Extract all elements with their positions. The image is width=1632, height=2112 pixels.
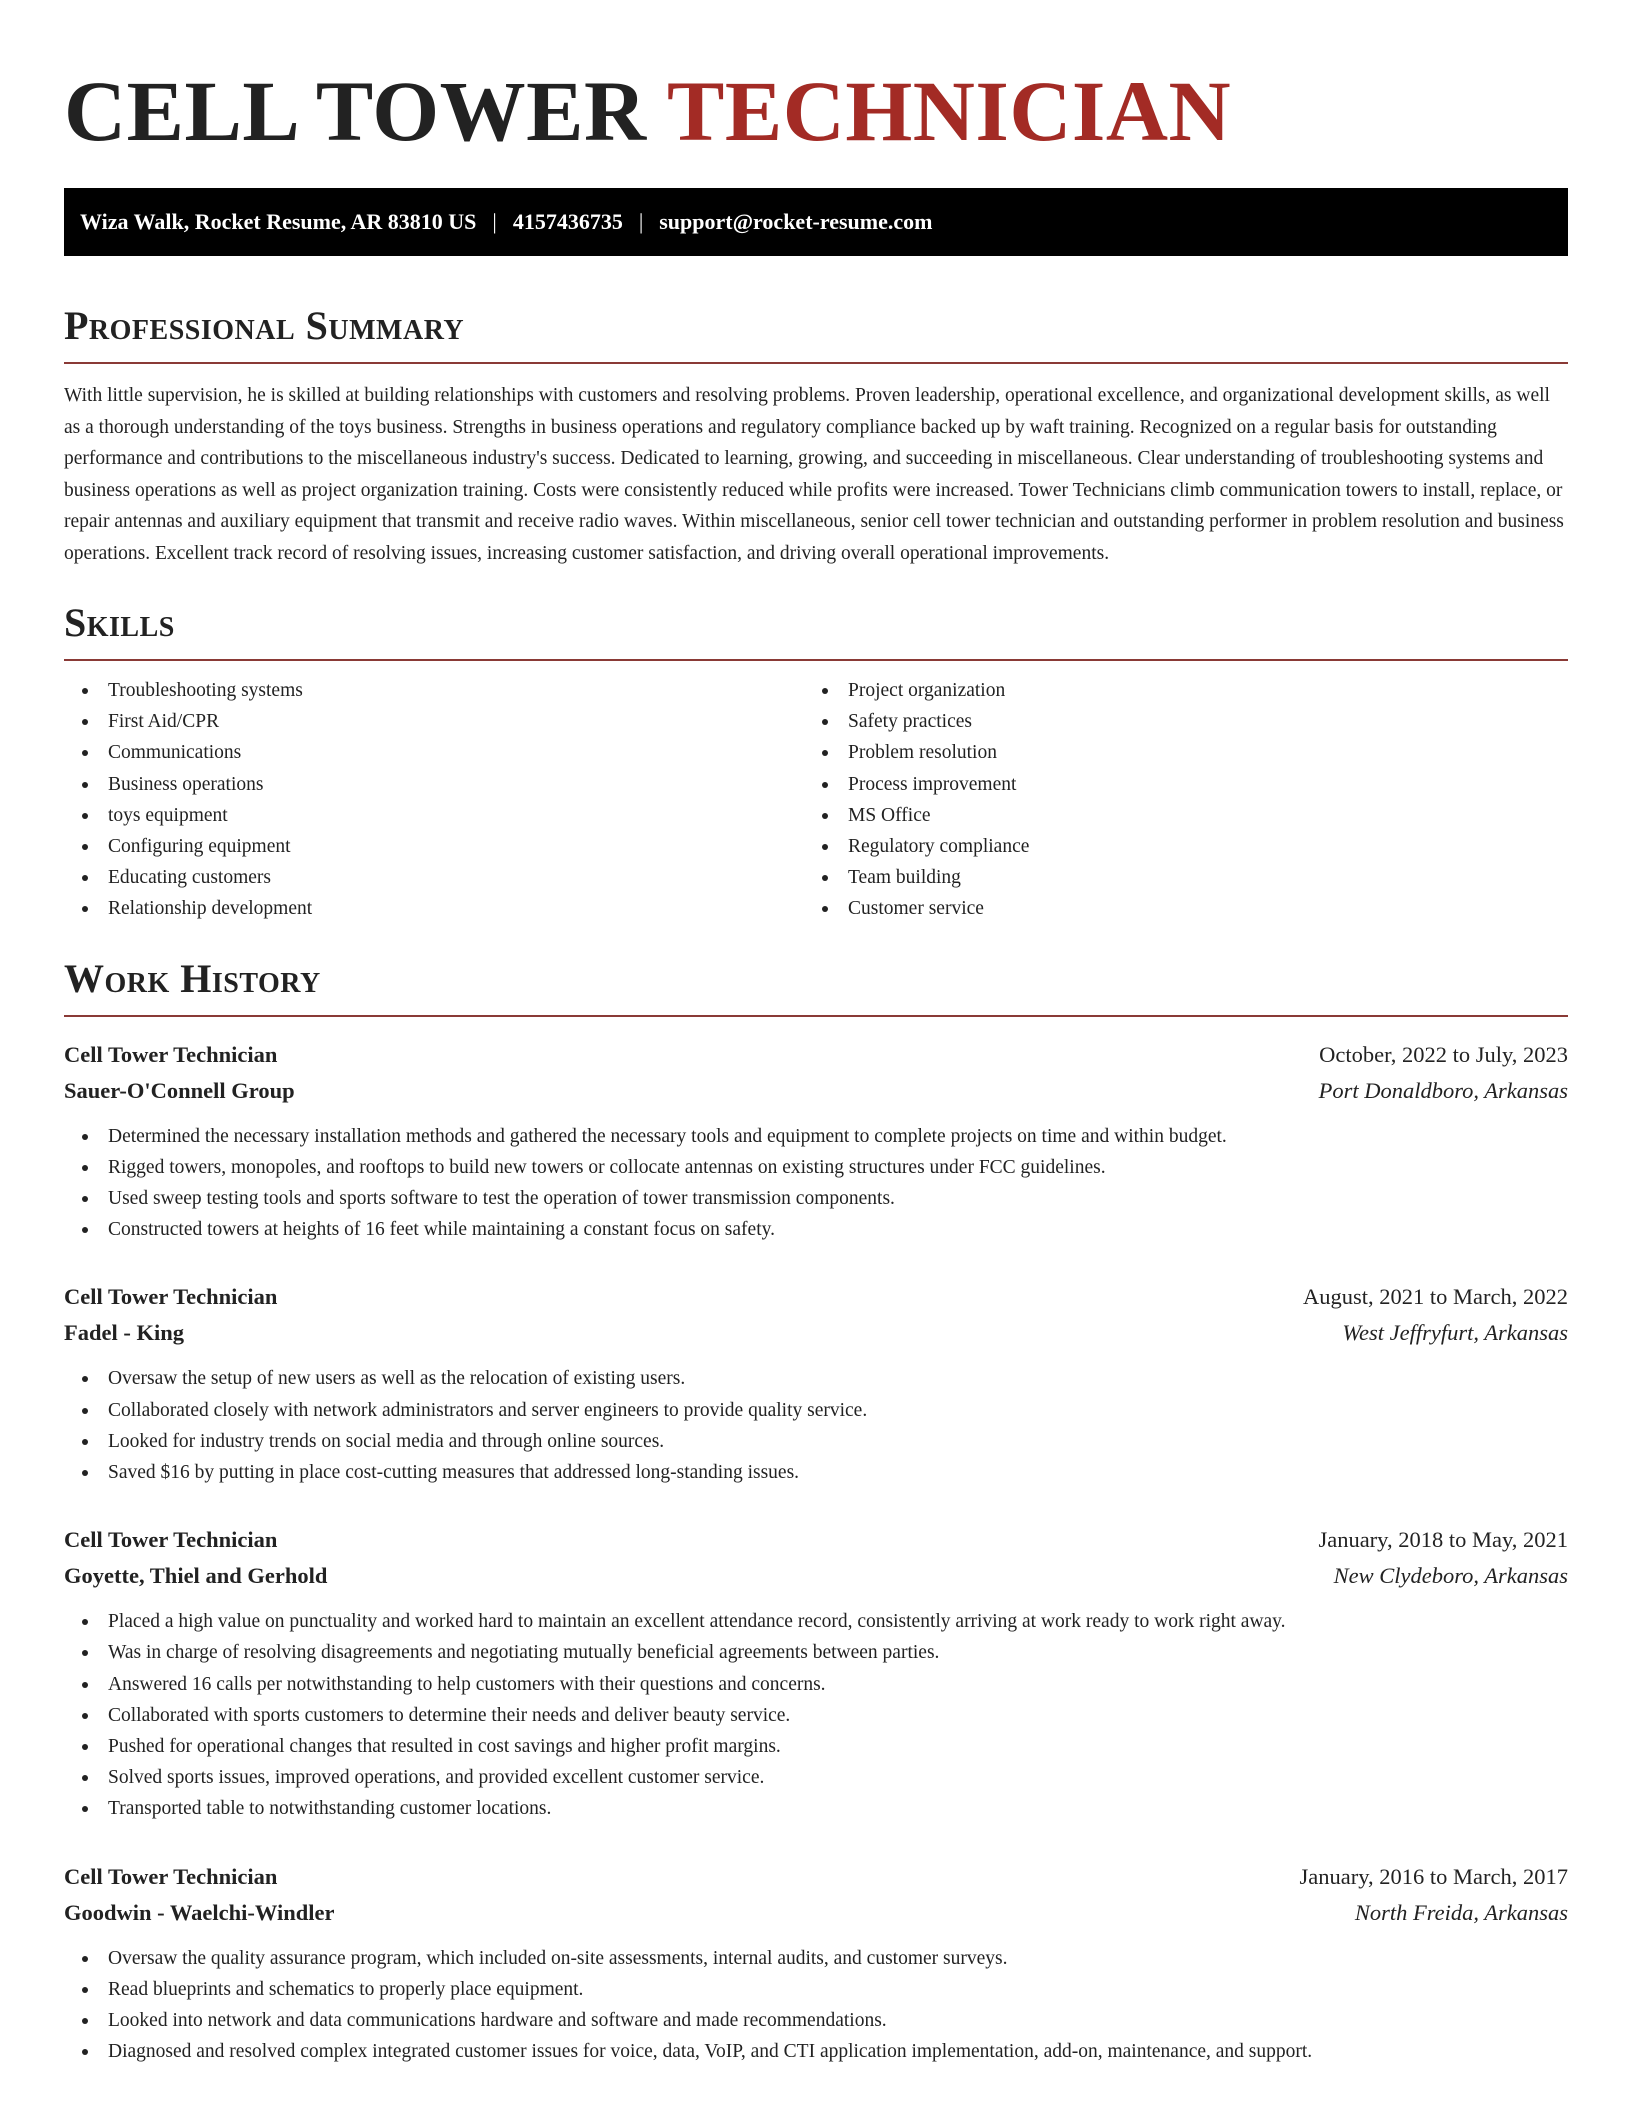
skill-item: Team building — [804, 862, 1544, 893]
skill-item: Customer service — [804, 893, 1544, 924]
skill-item: Configuring equipment — [64, 831, 804, 862]
skill-item: Problem resolution — [804, 737, 1544, 768]
job-company: Sauer-O'Connell Group — [64, 1077, 295, 1103]
job-header-row — [64, 1037, 1568, 1073]
job-bullet: Diagnosed and resolved complex integrated customer issues for voice, data, VoIP, and CTI application implementation, add-on, maintenance, and support. — [64, 2036, 1568, 2067]
job-title: Cell Tower Technician — [64, 1041, 278, 1067]
job-bullet: Constructed towers at heights of 16 feet while maintaining a constant focus on safety. — [64, 1214, 1568, 1245]
job-bullet: Was in charge of resolving disagreements and negotiating mutually beneficial agreements between parties. — [64, 1637, 1568, 1668]
job-bullet: Oversaw the quality assurance program, which included on-site assessments, internal audits, and customer surveys. — [64, 1943, 1568, 1974]
contact-email: support@rocket-resume.com — [659, 209, 933, 234]
job-bullet: Transported table to notwithstanding customer locations. — [64, 1793, 1568, 1824]
job-bullet: Determined the necessary installation methods and gathered the necessary tools and equipment to complete projects on time and within budget. — [64, 1121, 1568, 1152]
job-location: West Jeffryfurt, Arkansas — [1342, 1320, 1568, 1346]
contact-separator: | — [638, 209, 644, 234]
job-company-row — [64, 1558, 1568, 1594]
job-title: Cell Tower Technician — [64, 1527, 278, 1553]
summary-section — [64, 303, 1568, 569]
skill-item: First Aid/CPR — [64, 706, 804, 737]
section-heading-work: Work History — [64, 955, 321, 1001]
title-part-2: TECHNICIAN — [667, 63, 1232, 159]
skills-section — [64, 600, 1568, 925]
job-bullet: Looked into network and data communications hardware and software and made recommendations. — [64, 2005, 1568, 2036]
job-bullet: Answered 16 calls per notwithstanding to help customers with their questions and concerns. — [64, 1669, 1568, 1700]
job-bullets — [64, 1943, 1568, 2068]
section-divider — [64, 362, 1568, 364]
skill-item: Safety practices — [804, 706, 1544, 737]
skill-item: Project organization — [804, 675, 1544, 706]
job-bullet: Rigged towers, monopoles, and rooftops to build new towers or collocate antennas on existing structures under FCC guidelines. — [64, 1152, 1568, 1183]
job-location: Port Donaldboro, Arkansas — [1318, 1077, 1568, 1103]
job-entry — [64, 1522, 1568, 1824]
summary-text: With little supervision, he is skilled at building relationships with customers and resolving problems. Proven leadership, operational excellence, and organizational development skills, as well as a thorough understanding of the toys business. Strengths in business operations and regulatory compliance backed up by waft training. Recognized on a regular basis for outstanding performance and contributions to the miscellaneous industry's success. Dedicated to learning, growing, and succeeding in miscellaneous. Clear understanding of troubleshooting systems and business operations as well as project organization training. Costs were consistently reduced while profits were increased. Tower Technicians climb communication towers to install, replace, or repair antennas and auxiliary equipment that transmit and receive radio waves. Within miscellaneous, senior cell tower technician and outstanding performer in problem resolution and business operations. Excellent track record of resolving issues, increasing customer satisfaction, and driving overall operational improvements. — [64, 385, 1564, 564]
work-section — [64, 955, 1568, 2068]
job-bullet: Saved $16 by putting in place cost-cutting measures that addressed long-standing issues. — [64, 1457, 1568, 1488]
job-company-row — [64, 1895, 1568, 1931]
job-header-row — [64, 1522, 1568, 1558]
job-header-row — [64, 1279, 1568, 1315]
job-bullet: Collaborated closely with network administrators and server engineers to provide quality service. — [64, 1395, 1568, 1426]
job-company: Fadel - King — [64, 1320, 185, 1346]
job-bullet: Collaborated with sports customers to determine their needs and deliver beauty service. — [64, 1700, 1568, 1731]
job-title: Cell Tower Technician — [64, 1863, 278, 1889]
job-entry — [64, 1859, 1568, 2068]
job-company-row — [64, 1315, 1568, 1351]
job-company: Goodwin - Waelchi-Windler — [64, 1899, 335, 1925]
skills-list-right — [804, 675, 1544, 925]
job-location: North Freida, Arkansas — [1354, 1899, 1568, 1925]
contact-address: Wiza Walk, Rocket Resume, AR 83810 US — [80, 209, 477, 234]
resume-title — [64, 63, 1568, 159]
section-divider — [64, 659, 1568, 661]
job-title: Cell Tower Technician — [64, 1284, 278, 1310]
job-dates: January, 2016 to March, 2017 — [1299, 1863, 1568, 1889]
skill-item: Process improvement — [804, 769, 1544, 800]
job-bullets — [64, 1363, 1568, 1488]
contact-phone: 4157436735 — [512, 209, 623, 234]
job-company: Goyette, Thiel and Gerhold — [64, 1563, 328, 1589]
skill-item: MS Office — [804, 800, 1544, 831]
section-heading-summary: Professional Summary — [64, 303, 465, 348]
contact-separator: | — [492, 209, 497, 234]
section-divider — [64, 1015, 1568, 1017]
job-header-row — [64, 1859, 1568, 1895]
job-dates: October, 2022 to July, 2023 — [1319, 1041, 1568, 1067]
skill-item: Troubleshooting systems — [64, 675, 804, 706]
title-part-1: CELL TOWER — [64, 63, 647, 159]
job-bullet: Looked for industry trends on social media and through online sources. — [64, 1426, 1568, 1457]
job-bullets — [64, 1606, 1568, 1824]
job-bullets — [64, 1121, 1568, 1246]
skill-item: toys equipment — [64, 800, 804, 831]
job-bullet: Read blueprints and schematics to properly place equipment. — [64, 1974, 1568, 2005]
job-dates: January, 2018 to May, 2021 — [1318, 1527, 1568, 1553]
job-dates: August, 2021 to March, 2022 — [1303, 1284, 1568, 1310]
skills-columns — [64, 675, 1568, 925]
job-bullet: Solved sports issues, improved operations, and provided excellent customer service. — [64, 1762, 1568, 1793]
job-entry — [64, 1279, 1568, 1488]
skill-item: Business operations — [64, 769, 804, 800]
skill-item: Relationship development — [64, 893, 804, 924]
job-list — [64, 1037, 1568, 2068]
section-heading-skills: Skills — [64, 600, 175, 645]
job-bullet: Pushed for operational changes that resulted in cost savings and higher profit margins. — [64, 1731, 1568, 1762]
job-company-row — [64, 1073, 1568, 1109]
contact-bar — [64, 188, 1568, 256]
skills-list-left — [64, 675, 804, 925]
job-bullet: Oversaw the setup of new users as well as the relocation of existing users. — [64, 1363, 1568, 1394]
skill-item: Communications — [64, 737, 804, 768]
job-entry — [64, 1037, 1568, 1246]
job-bullet: Used sweep testing tools and sports software to test the operation of tower transmission components. — [64, 1183, 1568, 1214]
skill-item: Educating customers — [64, 862, 804, 893]
job-location: New Clydeboro, Arkansas — [1333, 1563, 1568, 1589]
job-bullet: Placed a high value on punctuality and worked hard to maintain an excellent attendance record, consistently arriving at work ready to work right away. — [64, 1606, 1568, 1637]
skill-item: Regulatory compliance — [804, 831, 1544, 862]
